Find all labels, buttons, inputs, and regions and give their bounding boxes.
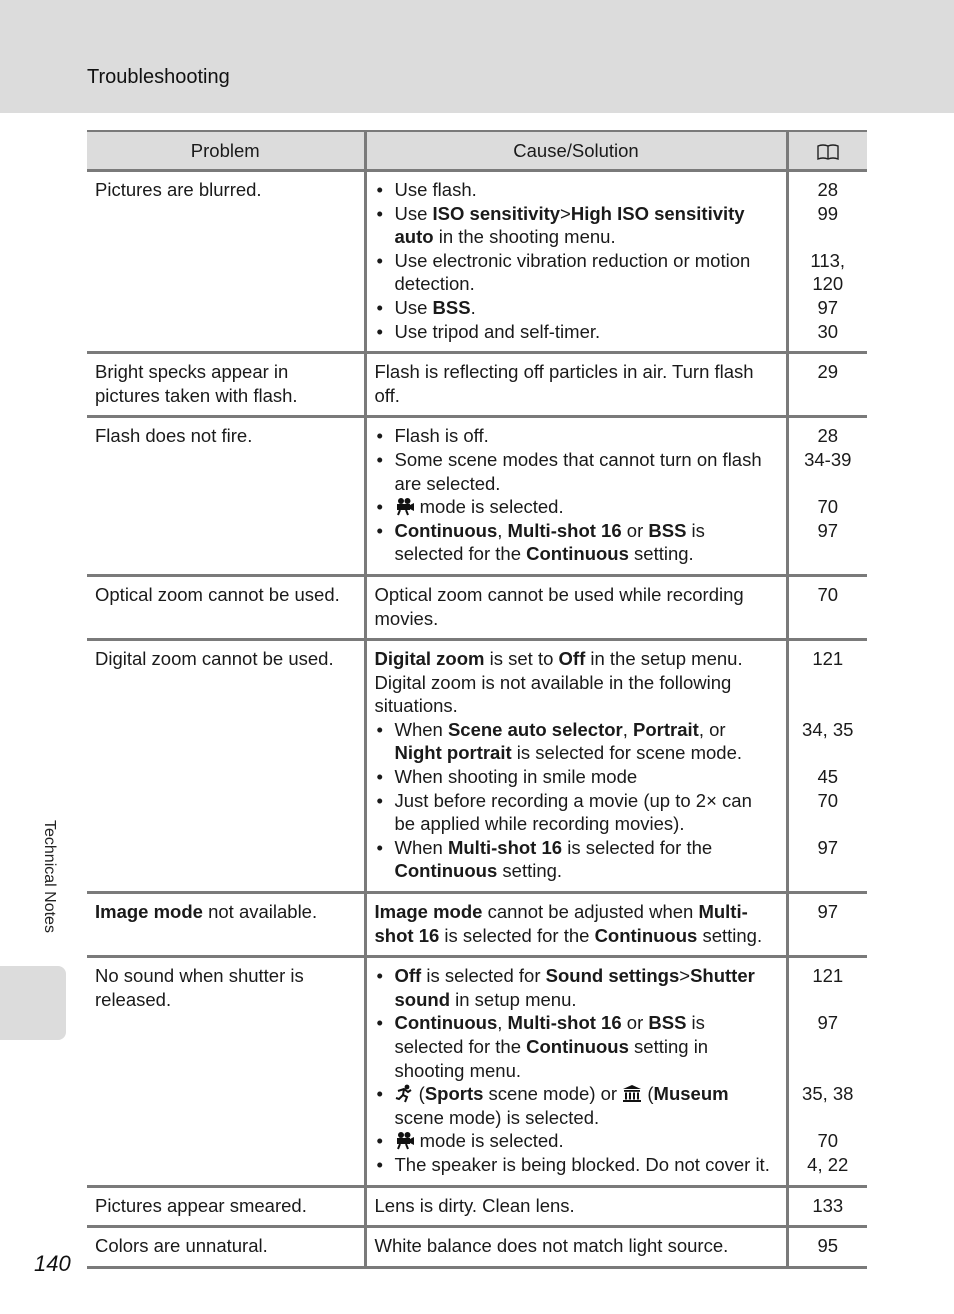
text-run: in the shooting menu. <box>433 226 616 248</box>
bold-term: Continuous <box>526 543 629 565</box>
list-item <box>375 249 778 296</box>
table-row <box>87 575 867 639</box>
page-ref <box>791 694 866 718</box>
problem-cell: Flash does not fire. <box>87 417 365 576</box>
text-run: , <box>622 718 634 740</box>
bold-term: Digital zoom <box>374 648 485 670</box>
bold-term: Sports <box>424 1083 484 1105</box>
cause-solution-cell <box>365 1227 787 1268</box>
cause-solution-cell <box>365 1186 787 1227</box>
page-ref: 99 <box>817 202 839 224</box>
bold-term: Sound settings <box>545 965 680 987</box>
list-item <box>375 1153 778 1177</box>
page-ref-cell <box>787 640 867 893</box>
cause-solution-cell <box>365 171 787 353</box>
text-run: White balance does not match light source. <box>374 1235 729 1257</box>
table-row <box>87 893 867 957</box>
page-ref-cell <box>787 893 867 957</box>
page-ref: 29 <box>817 361 839 383</box>
side-tab <box>0 966 66 1040</box>
text-run: Some scene modes that cannot turn on flash are selected. <box>394 448 762 494</box>
page-ref-cell <box>787 957 867 1186</box>
cause-text <box>375 1194 778 1218</box>
museum-icon <box>622 1083 642 1104</box>
page-ref: 133 <box>812 1194 844 1216</box>
text-run: , <box>497 1012 508 1034</box>
text-run: Use <box>394 202 433 224</box>
cause-text <box>375 1234 778 1258</box>
page-ref: 30 <box>817 320 839 342</box>
list-item <box>375 448 778 495</box>
page-ref: 70 <box>817 496 839 518</box>
bold-term: Off <box>558 648 586 670</box>
text-run: setting. <box>697 924 763 946</box>
page-ref: 28 <box>817 179 839 200</box>
bold-term: Shutter sound <box>394 965 755 1010</box>
list-item <box>375 424 778 448</box>
page-ref: 121 <box>812 648 844 670</box>
page-ref: 70 <box>817 1130 839 1152</box>
text-run: mode is selected. <box>414 1130 564 1152</box>
page-ref: 97 <box>817 836 839 858</box>
problem-cell: Pictures are blurred. <box>87 171 365 353</box>
page-ref <box>791 741 866 765</box>
bold-term: Night portrait <box>394 742 512 764</box>
cause-solution-cell <box>365 417 787 576</box>
text-run: or <box>621 519 649 541</box>
bold-term: Museum <box>653 1083 729 1105</box>
list-item <box>375 495 778 519</box>
side-label-text: Technical Notes <box>41 820 58 933</box>
page-ref: 4, 22 <box>807 1153 849 1175</box>
text-run: Flash is reflecting off particles in air. Turn flash off. <box>374 361 754 406</box>
text-run: When <box>394 836 448 858</box>
header-cause: Cause/Solution <box>365 131 787 171</box>
list-item <box>375 836 778 883</box>
table-row <box>87 1227 867 1268</box>
side-label <box>0 820 66 960</box>
text-run: Flash is off. <box>394 425 489 447</box>
page-ref: 113, <box>810 249 846 271</box>
list-item <box>375 964 778 1011</box>
page-ref: 120 <box>812 273 844 295</box>
bold-term: BSS <box>648 1012 687 1034</box>
bold-term: Continuous <box>594 924 698 946</box>
page-ref: 121 <box>812 965 844 987</box>
bold-term: Continuous <box>394 1012 498 1034</box>
movie-camera-icon <box>395 496 415 517</box>
bold-term: Continuous <box>394 860 498 882</box>
text-run: setting. <box>497 860 563 882</box>
page-ref: 97 <box>817 1012 839 1034</box>
bullet-list <box>375 424 778 566</box>
text-run: The speaker is being blocked. Do not cover it. <box>394 1153 770 1175</box>
bold-term: ISO sensitivity <box>432 202 561 224</box>
page-ref-cell <box>787 1227 867 1268</box>
table-row <box>87 1186 867 1227</box>
table-row <box>87 417 867 576</box>
problem-cell: No sound when shutter is released. <box>87 957 365 1186</box>
list-item <box>375 519 778 566</box>
cause-text <box>375 647 778 718</box>
cause-text <box>375 360 778 407</box>
troubleshooting-table <box>87 130 867 1269</box>
header-band <box>0 0 954 113</box>
text-run: When <box>394 718 448 740</box>
page-ref: 34-39 <box>804 448 852 470</box>
text-run: cannot be adjusted when <box>482 901 699 923</box>
text-run: Optical zoom cannot be used while recording movies. <box>374 583 744 629</box>
list-item <box>375 1129 778 1153</box>
bold-term: Continuous <box>394 519 498 541</box>
page-ref: 97 <box>817 296 839 318</box>
text-run: scene mode) or <box>483 1083 623 1105</box>
text-run: . <box>470 296 476 318</box>
bold-term: High ISO sensitivity auto <box>394 202 745 248</box>
page-ref-cell <box>787 417 867 576</box>
text-run: ( <box>642 1083 654 1105</box>
text-run: setting in shooting menu. <box>394 1036 709 1081</box>
cause-solution-cell <box>365 957 787 1186</box>
page-ref: 34, 35 <box>802 718 854 740</box>
bold-term: BSS <box>648 519 687 541</box>
page-ref: 70 <box>817 789 839 811</box>
text-run: setting. <box>628 543 694 565</box>
bold-term: BSS <box>432 296 471 318</box>
text-run: scene mode) is selected. <box>394 1106 600 1128</box>
bold-term: Multi-shot 16 <box>507 1012 622 1034</box>
page-ref-cell <box>787 171 867 353</box>
text-run: > <box>679 965 691 987</box>
problem-cell <box>87 893 365 957</box>
header-page <box>787 131 867 171</box>
list-item <box>375 718 778 765</box>
page-ref-cell <box>787 1186 867 1227</box>
bold-term: Portrait <box>633 718 699 740</box>
page-ref: 95 <box>817 1235 839 1257</box>
text-run: in the setup menu. Digital zoom is not available in the following situations. <box>374 648 743 717</box>
bold-term: Multi-shot 16 <box>507 519 622 541</box>
bold-term: Off <box>394 965 422 987</box>
bold-term: Multi-shot 16 <box>447 836 563 858</box>
bullet-list <box>375 964 778 1176</box>
text-run: Use electronic vibration reduction or motion detection. <box>394 249 751 295</box>
problem-cell: Digital zoom cannot be used. <box>87 640 365 893</box>
text-run: is selected for the <box>562 836 713 858</box>
list-item <box>375 202 778 249</box>
list-item <box>375 765 778 789</box>
page-ref <box>791 1059 866 1083</box>
text-run: or <box>621 1012 649 1034</box>
text-run: is selected for scene mode. <box>511 742 742 764</box>
cause-solution-cell <box>365 575 787 639</box>
page-ref <box>791 988 866 1012</box>
bold-term: Image mode <box>374 901 483 923</box>
table-row <box>87 353 867 417</box>
text-run: in setup menu. <box>450 988 577 1010</box>
text-run: , <box>497 519 508 541</box>
text-run: ( <box>413 1083 425 1105</box>
bold-term: Continuous <box>526 1036 629 1057</box>
book-icon <box>817 143 839 161</box>
page-ref: 97 <box>817 901 839 923</box>
page-ref <box>791 472 866 496</box>
text-run: mode is selected. <box>414 496 564 518</box>
list-item <box>375 320 778 344</box>
list-item <box>375 1082 778 1129</box>
list-item <box>375 178 778 202</box>
table-row <box>87 171 867 353</box>
problem-cell: Optical zoom cannot be used. <box>87 575 365 639</box>
header-problem: Problem <box>87 131 365 171</box>
text-run: is set to <box>484 648 559 670</box>
cause-solution-cell <box>365 353 787 417</box>
bullet-list <box>375 718 778 883</box>
table-row <box>87 640 867 893</box>
movie-camera-icon <box>395 1130 415 1151</box>
page-ref-cell <box>787 575 867 639</box>
cause-solution-cell <box>365 893 787 957</box>
list-item <box>375 296 778 320</box>
text-run: When shooting in smile mode <box>394 766 638 788</box>
text-run: is selected for the <box>394 519 705 565</box>
page-number: 140 <box>34 1251 71 1276</box>
sports-icon <box>395 1083 414 1104</box>
text-run: is selected for the <box>439 924 595 946</box>
page-ref <box>791 812 866 836</box>
text-run: Use tripod and self-timer. <box>394 320 601 342</box>
page-ref-cell <box>787 353 867 417</box>
list-item <box>375 1011 778 1082</box>
cause-text <box>375 583 778 630</box>
text-run: is selected for <box>421 965 546 987</box>
page-ref: 97 <box>817 519 839 541</box>
cause-text <box>375 900 778 947</box>
cause-solution-cell <box>365 640 787 893</box>
text-run: Just before recording a movie (up to 2× can be applied while recording movies). <box>394 789 752 835</box>
page-ref: 70 <box>817 583 839 605</box>
text-run: Use flash. <box>394 179 477 200</box>
page-ref: 28 <box>817 425 839 447</box>
text-run: , or <box>698 718 726 740</box>
section-title: Troubleshooting <box>87 66 230 88</box>
text-run: not available. <box>202 901 318 923</box>
page-ref <box>791 225 866 249</box>
text-run: > <box>560 202 571 224</box>
page-ref <box>791 1106 866 1130</box>
bold-term: Image mode <box>95 901 203 923</box>
page-ref <box>791 671 866 695</box>
table-header-row <box>87 131 867 171</box>
problem-cell: Colors are unnatural. <box>87 1227 365 1268</box>
list-item <box>375 789 778 836</box>
table-row <box>87 957 867 1186</box>
page-ref: 45 <box>817 766 839 788</box>
page-ref <box>791 1035 866 1059</box>
page-ref: 35, 38 <box>802 1083 854 1105</box>
bold-term: Multi-shot 16 <box>374 901 748 946</box>
problem-cell: Bright specks appear in pictures taken with flash. <box>87 353 365 417</box>
problem-cell: Pictures appear smeared. <box>87 1186 365 1227</box>
bold-term: Scene auto selector <box>447 718 623 740</box>
text-run: Use <box>394 296 433 318</box>
bullet-list <box>375 178 778 343</box>
text-run: is selected for the <box>394 1012 705 1057</box>
text-run: Lens is dirty. Clean lens. <box>374 1194 575 1216</box>
